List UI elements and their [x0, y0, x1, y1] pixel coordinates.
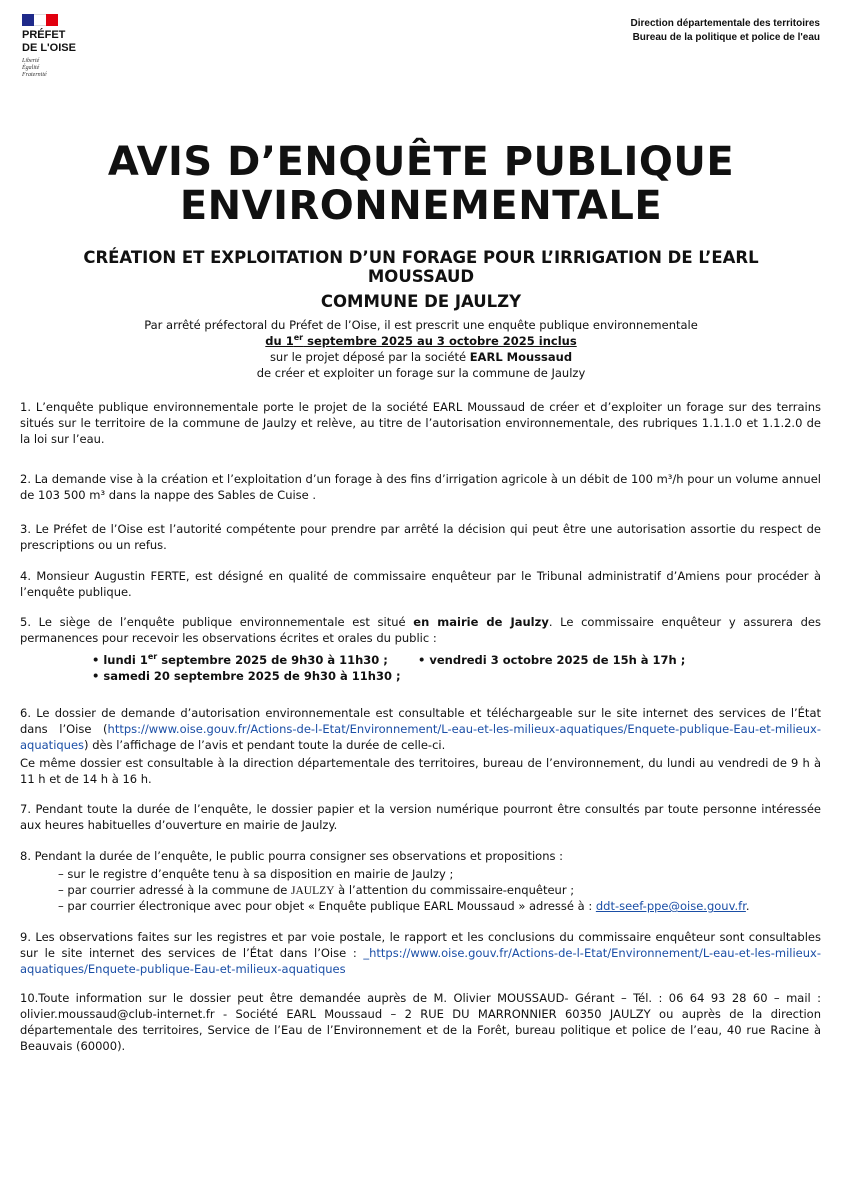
prefecture-logo [22, 14, 102, 79]
paragraph-3: 3. Le Préfet de l’Oise est l’autorité compétente pour prendre par arrêté la décision qui peut être une autorisation assortie du respect de prescriptions ou un refus. [20, 522, 821, 552]
submission-method: – par courrier électronique avec pour objet « Enquête publique EARL Moussaud » adressé à : ddt-seef-ppe@oise.gouv.fr. [58, 899, 750, 913]
paragraph-5: 5. Le siège de l’enquête publique environnementale est situé en mairie de Jaulzy. Le commissaire enquêteur y assurera des permanences pour recevoir les observations écrites et orales du public : [20, 615, 821, 645]
logo-line-2: DE L'OISE [22, 42, 76, 54]
submission-method: – par courrier adressé à la commune de JAULZY à l’attention du commissaire-enquêteur ; [58, 883, 575, 897]
title-line-1: AVIS D’ENQUÊTE PUBLIQUE [107, 139, 735, 185]
paragraph-7: 7. Pendant toute la durée de l’enquête, le dossier papier et la version numérique pourront être consultés par toute personne intéressée aux heures habituelles d’ouverture en mairie de Jaulzy. [20, 802, 821, 832]
report-link[interactable]: _https://www.oise.gouv.fr/Actions-de-l-Etat/Environnement/L-eau-et-les-milieux-aquatiques/Enquete-publique-Eau-et-milieux-aquatiques [20, 946, 821, 976]
project-subtitle: CRÉATION ET EXPLOITATION D’UN FORAGE POUR L’IRRIGATION DE L’EARL MOUSSAUD [83, 248, 759, 286]
inquiry-seat: en mairie de Jaulzy [413, 615, 549, 629]
department-name: Direction départementale des territoires [630, 18, 820, 29]
motto-liberte: Liberté [22, 58, 40, 64]
logo-line-1: PRÉFET [22, 29, 66, 41]
paragraph-9: 9. Les observations faites sur les registres et par voie postale, le rapport et les conclusions du commissaire enquêteur sont consultables sur le site internet des services de l’État dans l’Oise : _https://www.oise.gouv.fr/Actions-de-l-Etat/Environnement/L-eau-et-les-milieux-aquatiques/Enquete-publique-Eau-et-milieux-aquatiques [20, 930, 821, 976]
permanence-item: • vendredi 3 octobre 2025 de 15h à 17h ; [418, 653, 686, 667]
permanence-item: • samedi 20 septembre 2025 de 9h30 à 11h30 ; [92, 669, 401, 683]
paragraph-10: 10.Toute information sur le dossier peut être demandée auprès de M. Olivier MOUSSAUD- Gérant – Tél. : 06 64 93 28 60 – mail : olivier.moussaud@club-internet.fr - Société EARL Moussaud – 2 RUE DU MARRONNIER 60350 JAULZY ou auprès de la direction départementale des territoires, Service de l’Eau de l’Environnement et de la Forêt, bureau politique et police de l’eau, 40 rue Racine à Beauvais (60000). [20, 991, 821, 1053]
paragraph-6b: Ce même dossier est consultable à la direction départementale des territoires, bureau de l’environnement, du lundi au vendredi de 9 h à 11 h et de 14 h à 16 h. [20, 756, 821, 786]
paragraph-2: 2. La demande vise à la création et l’exploitation d’un forage à des fins d’irrigation agricole à un débit de 100 m³/h pour un volume annuel de 103 500 m³ dans la nappe des Sables de Cuise . [20, 472, 821, 502]
title-line-2: ENVIRONNEMENTALE [179, 183, 663, 229]
commune-heading: COMMUNE DE JAULZY [320, 292, 522, 311]
paragraph-6: 6. Le dossier de demande d’autorisation environnementale est consultable et téléchargeable sur le site internet des services de l’État dans l’Oise (https://www.oise.gouv.fr/Actions-de-l-Etat/Environnement/L-eau-et-les-milieux-aquatiques/Enquete-publique-Eau-et-milieux-aquatiques) dès l’affichage de l’avis et pendant toute la durée de celle-ci. [20, 706, 821, 752]
intro-block [0, 317, 842, 381]
town-name: JAULZY [291, 885, 335, 897]
paragraph-1: 1. L’enquête publique environnementale porte le projet de la société EARL Moussaud de créer et d’exploiter un forage sur des terrains situés sur le territoire de la commune de Jaulzy et relève, au titre de l’autorisation environnementale, des rubriques 1.1.1.0 et 1.1.2.0 de la loi sur l’eau. [20, 400, 821, 446]
paragraph-8: 8. Pendant la durée de l’enquête, le public pourra consigner ses observations et propositions : [20, 849, 564, 863]
page-title [0, 140, 842, 228]
permanence-item: • lundi 1er septembre 2025 de 9h30 à 11h30 ; [92, 652, 388, 667]
motto-egalite: Égalité [22, 65, 40, 71]
intro-line-1: Par arrêté préfectoral du Préfet de l’Oise, il est prescrit une enquête publique environnementale [144, 318, 698, 332]
email-link[interactable]: ddt-seef-ppe@oise.gouv.fr [595, 899, 746, 913]
company-name: EARL Moussaud [469, 350, 573, 364]
submission-method: – sur le registre d’enquête tenu à sa disposition en mairie de Jaulzy ; [58, 867, 454, 881]
bureau-name: Bureau de la politique et police de l'eau [632, 32, 820, 43]
intro-line-4: de créer et exploiter un forage sur la commune de Jaulzy [256, 366, 586, 380]
dossier-link[interactable]: https://www.oise.gouv.fr/Actions-de-l-Etat/Environnement/L-eau-et-les-milieux-aquatiques/Enquete-publique-Eau-et-milieux-aquatiques [20, 722, 821, 752]
inquiry-dates: du 1er septembre 2025 au 3 octobre 2025 inclus [265, 333, 577, 348]
motto-fraternite: Fraternité [22, 72, 47, 78]
paragraph-4: 4. Monsieur Augustin FERTE, est désigné en qualité de commissaire enquêteur par le Tribunal administratif d’Amiens pour procéder à l’enquête publique. [20, 569, 821, 599]
french-flag-icon [22, 14, 58, 26]
intro-line-3: sur le projet déposé par la société EARL Moussaud [269, 350, 573, 364]
issuing-department [630, 17, 820, 45]
